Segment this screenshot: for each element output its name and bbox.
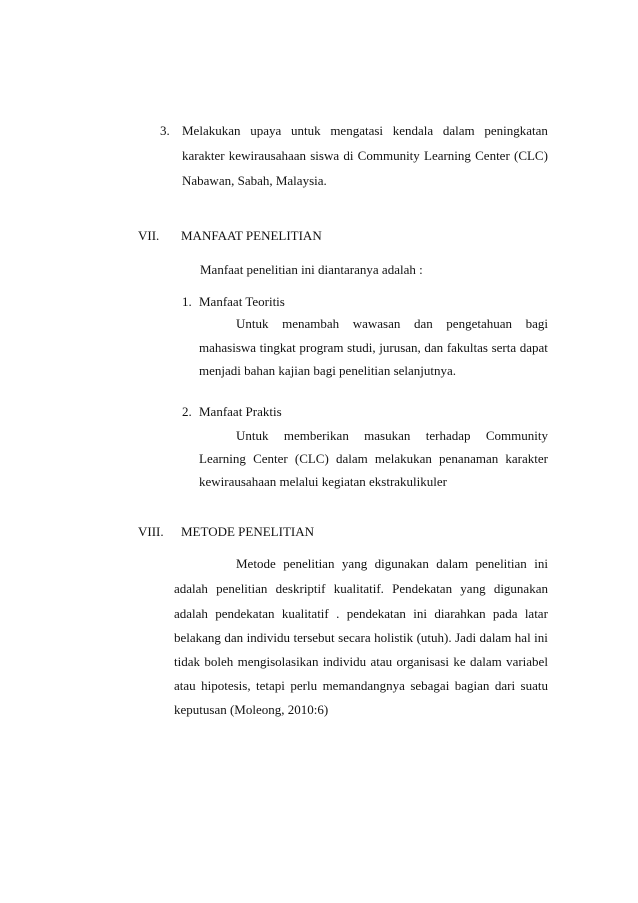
paragraph-line: Melakukan upaya untuk mengatasi kendala dalam peningkatan: [182, 123, 548, 138]
paragraph-line: menjadi bahan kajian bagi penelitian selanjutnya.: [199, 363, 457, 378]
paragraph-line: atau hipotesis, tetapi perlu memandangnya sebagai bagian dari suatu: [174, 678, 548, 693]
paragraph-line: tidak boleh mengisolasikan individu atau organisasi ke dalam variabel: [174, 654, 548, 669]
subsection-title: Manfaat Teoritis: [199, 294, 285, 309]
paragraph-line: Manfaat penelitian ini diantaranya adalah :: [200, 262, 423, 277]
list-number: 1.: [182, 294, 192, 309]
paragraph-line: keputusan (Moleong, 2010:6): [174, 702, 329, 717]
paragraph-line: belakang dan individu tersebut secara holistik (utuh). Jadi dalam hal ini: [174, 630, 548, 645]
paragraph-line: Metode penelitian yang digunakan dalam penelitian ini: [236, 556, 548, 571]
paragraph-line: Untuk memberikan masukan terhadap Community: [236, 428, 548, 443]
subsection-title: Manfaat Praktis: [199, 404, 282, 419]
paragraph-line: Untuk menambah wawasan dan pengetahuan bagi: [236, 316, 548, 331]
paragraph-line: mahasiswa tingkat program studi, jurusan, dan fakultas serta dapat: [199, 340, 548, 355]
paragraph-line: kewirausahaan melalui kegiatan ekstrakulikuler: [199, 474, 447, 489]
section-number: VIII.: [138, 524, 164, 539]
paragraph-line: Nabawan, Sabah, Malaysia.: [182, 173, 327, 188]
section-number: VII.: [138, 228, 160, 243]
section-heading: MANFAAT PENELITIAN: [181, 228, 322, 243]
paragraph-line: adalah penelitian deskriptif kualitatif. Pendekatan yang digunakan: [174, 581, 548, 596]
paragraph-line: Learning Center (CLC) dalam melakukan penanaman karakter: [199, 451, 548, 466]
paragraph-line: karakter kewirausahaan siswa di Community Learning Center (CLC): [182, 148, 548, 163]
list-number: 2.: [182, 404, 192, 419]
paragraph-line: adalah pendekatan kualitatif . pendekatan ini diarahkan pada latar: [174, 606, 548, 621]
section-heading: METODE PENELITIAN: [181, 524, 314, 539]
list-number: 3.: [160, 123, 170, 138]
